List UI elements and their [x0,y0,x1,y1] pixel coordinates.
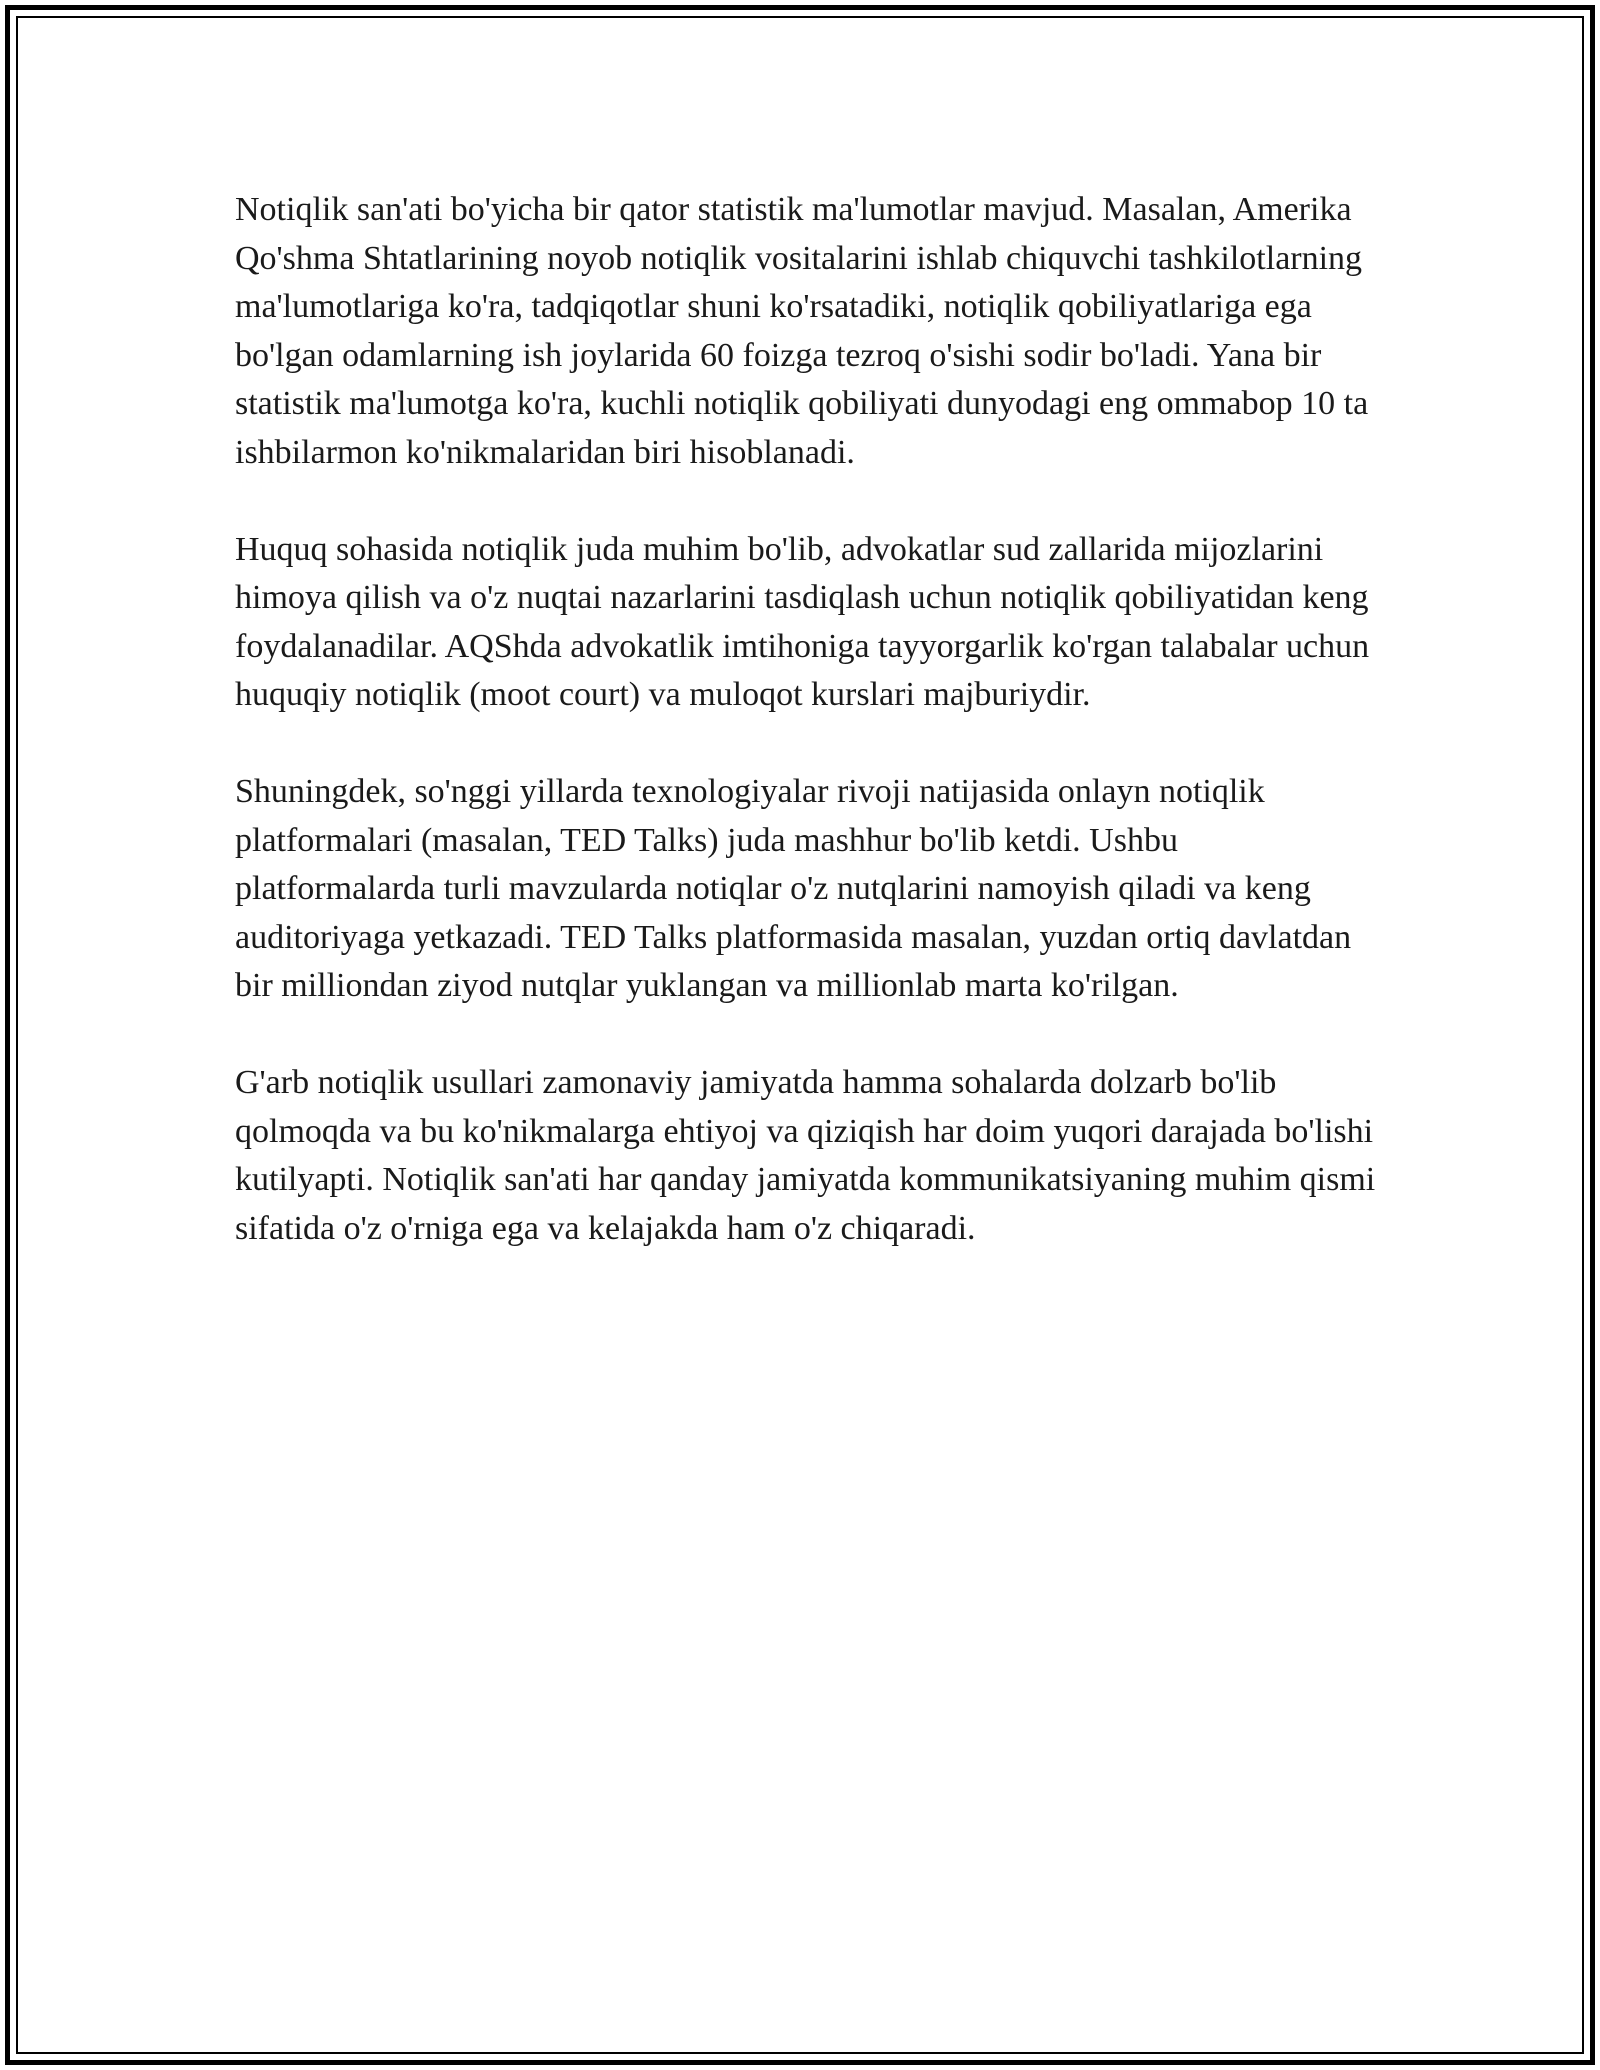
document-body [235,186,1385,1302]
paragraph-online-platforms: Shuningdek, so'nggi yillarda texnologiyalar rivoji natijasida onlayn notiqlik platformalari (masalan, TED Talks) juda mashhur bo'lib ketdi. Ushbu platformalarda turli mavzularda notiqlar o'z nutqlarini namoyish qiladi va keng auditoriyaga yetkazadi. TED Talks platformasida masalan, yuzdan ortiq davlatdan bir milliondan ziyod nutqlar yuklangan va millionlab marta ko'rilgan. [235,773,1352,1004]
paragraph-conclusion: G'arb notiqlik usullari zamonaviy jamiyatda hamma sohalarda dolzarb bo'lib qolmoqda va bu ko'nikmalarga ehtiyoj va qiziqish har doim yuqori darajada bo'lishi kutilyapti. Notiqlik san'ati har qanday jamiyatda kommunikatsiyaning muhim qismi sifatida o'z o'rniga ega va kelajakda ham o'z chiqaradi. [235,1064,1376,1247]
paragraph-statistics: Notiqlik san'ati bo'yicha bir qator statistik ma'lumotlar mavjud. Masalan, Amerika Qo'shma Shtatlarining noyob notiqlik vositalarini ishlab chiquvchi tashkilotlarning ma'lumotlariga ko'ra, tadqiqotlar shuni ko'rsatadiki, notiqlik qobiliyatlariga ega bo'lgan odamlarning ish joylarida 60 foizga tezroq o'sishi sodir bo'ladi. Yana bir statistik ma'lumotga ko'ra, kuchli notiqlik qobiliyati dunyodagi eng ommabop 10 ta ishbilarmon ko'nikmalaridan biri hisoblanadi. [235,191,1369,471]
paragraph-law: Huquq sohasida notiqlik juda muhim bo'lib, advokatlar sud zallarida mijozlarini himoya qilish va o'z nuqtai nazarlarini tasdiqlash uchun notiqlik qobiliyatidan keng foydalanadilar. AQShda advokatlik imtihoniga tayyorgarlik ko'rgan talabalar uchun huquqiy notiqlik (moot court) va muloqot kurslari majburiydir. [235,530,1370,713]
